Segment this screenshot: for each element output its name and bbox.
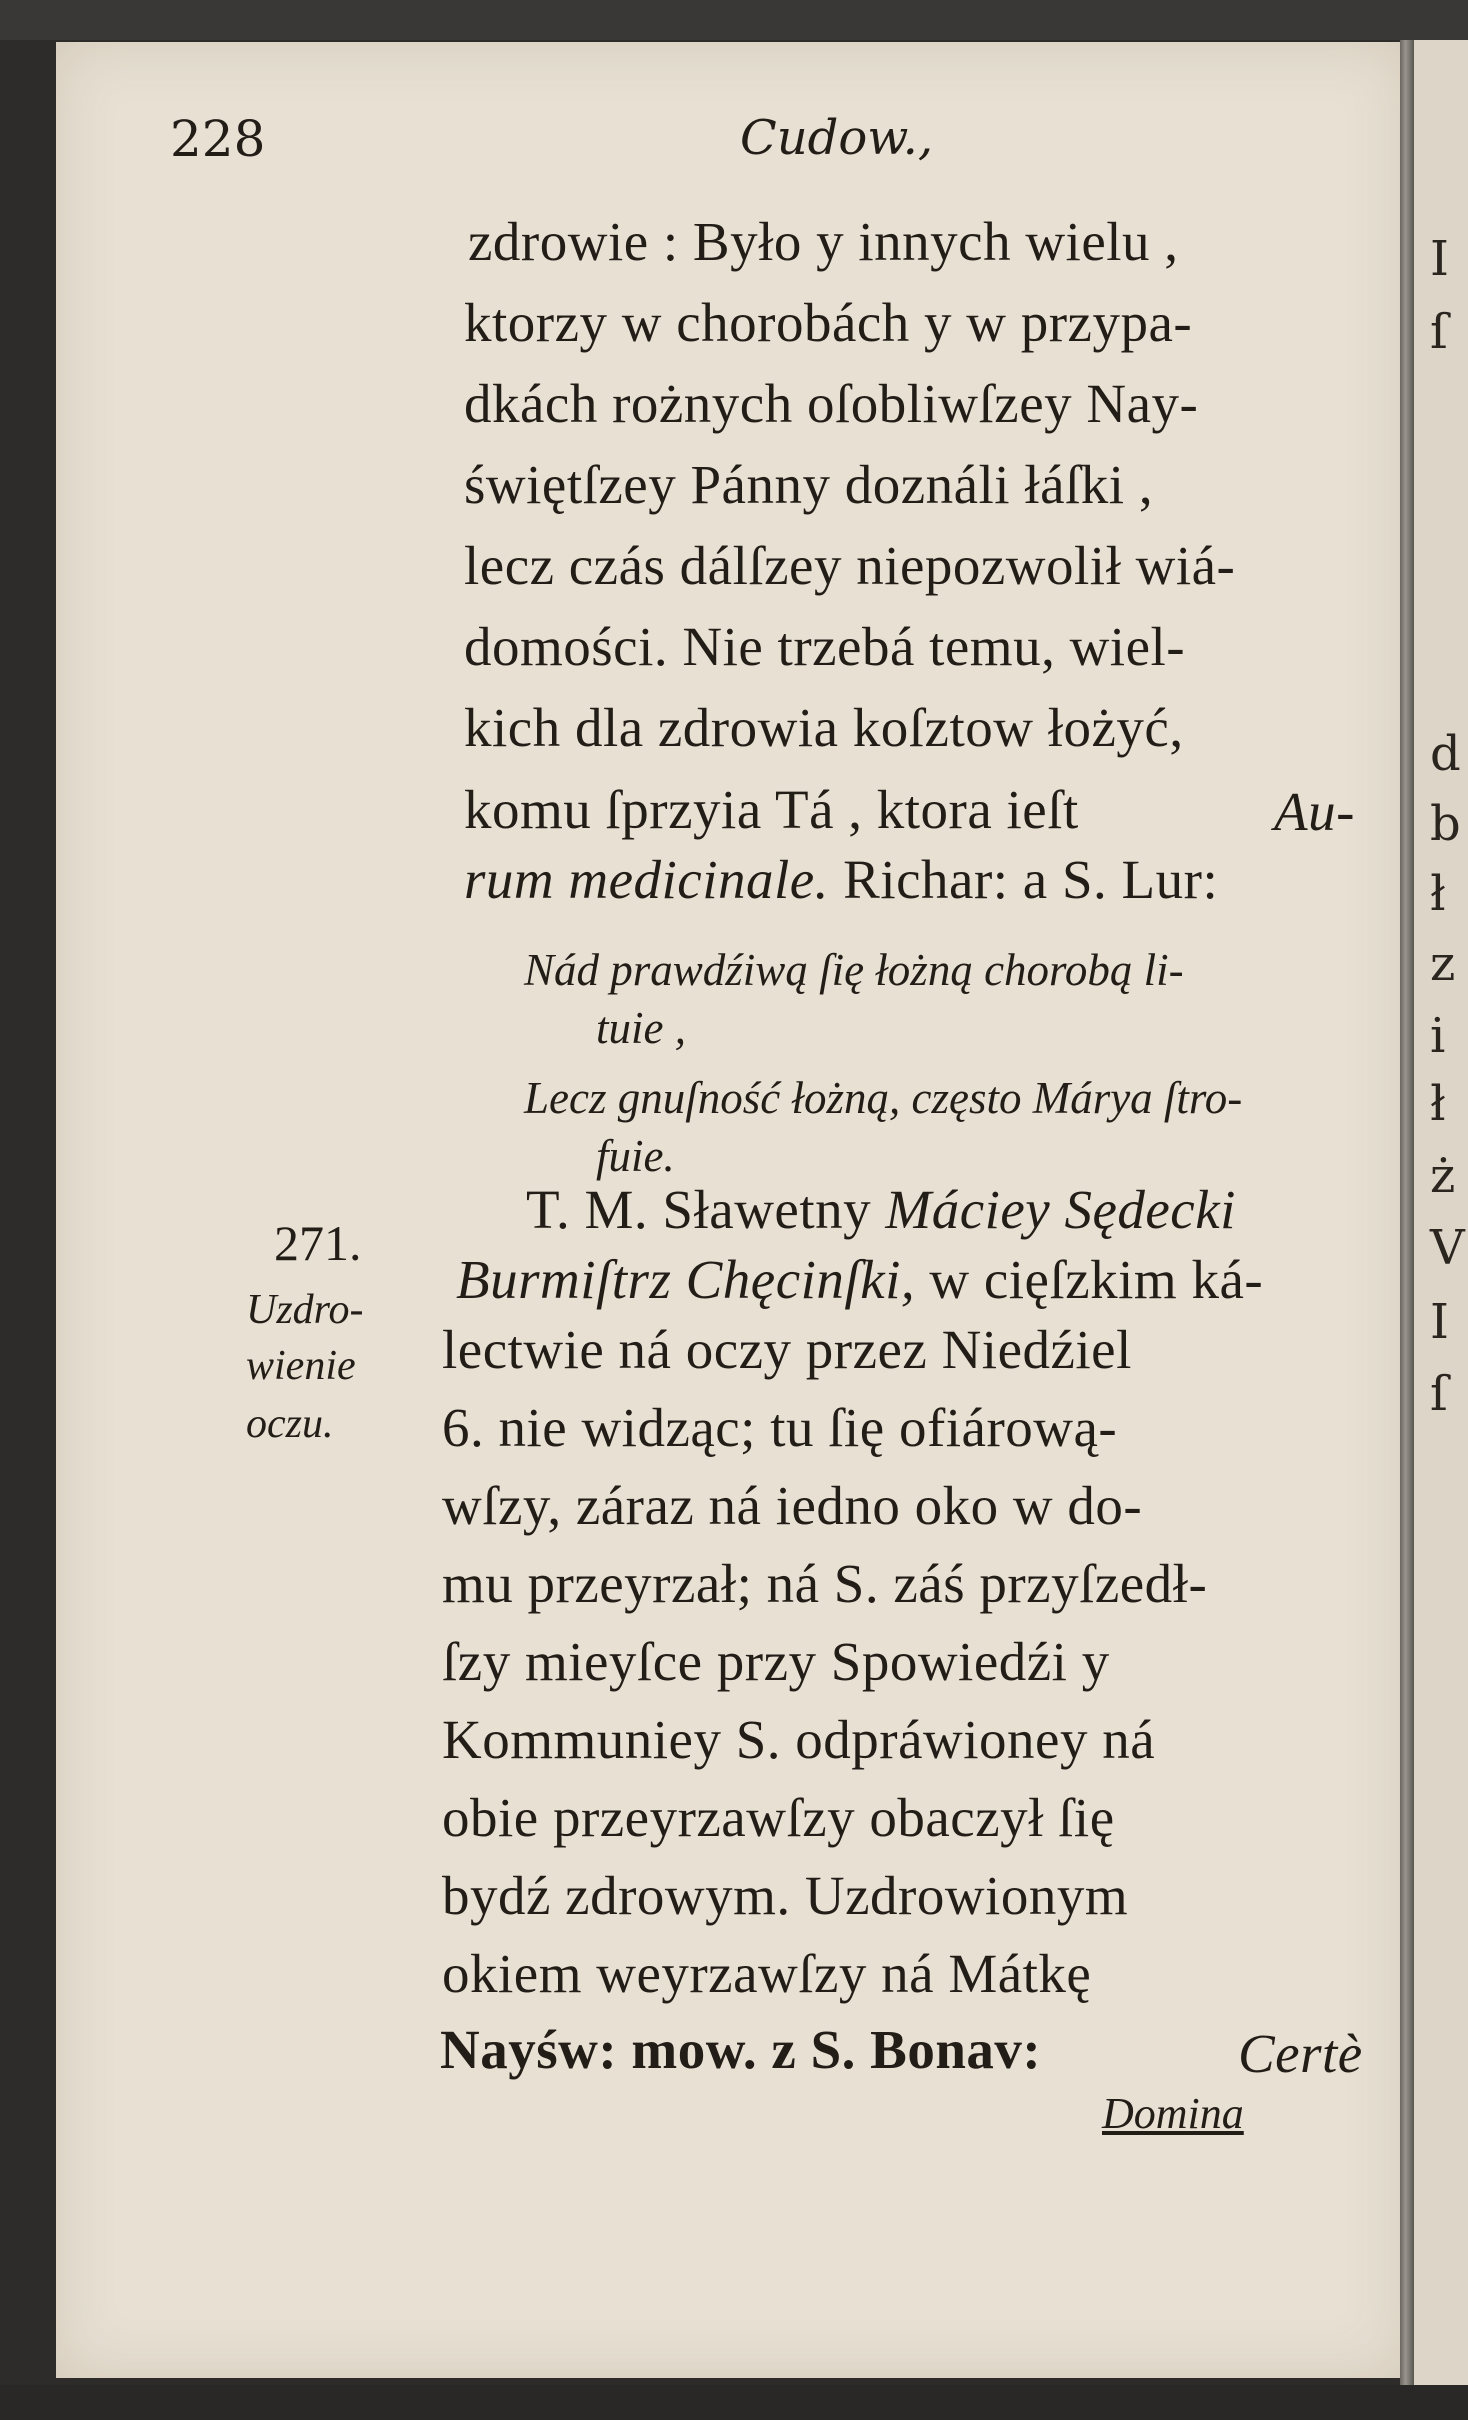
- para2-line-1-roman: T. M. Sławetny: [526, 1179, 886, 1240]
- scan-background-bottom: [0, 2385, 1468, 2420]
- book-spine: [1400, 40, 1414, 2390]
- verse-line-3: Lecz gnuſność łożną, często Márya ſtro-: [524, 1073, 1243, 1123]
- body-line-4: świętſzey Pánny doználi łáſki ,: [464, 454, 1154, 515]
- last-line-roman: Nayśw: mow. z S. Bonav:: [440, 2019, 1042, 2080]
- para2-body-line-8: bydź zdrowym. Uzdrowionym: [442, 1865, 1129, 1926]
- body-line-5: lecz czás dálſzey niepozwolił wiá-: [464, 535, 1236, 596]
- verse-line-1: Nád prawdźiwą ſię łożną chorobą li-: [524, 945, 1184, 995]
- facing-page-letter: ż: [1430, 1148, 1456, 1204]
- para2-line-1-italic: Máciey Sędecki: [885, 1179, 1236, 1240]
- para2-body-line-9: okiem weyrzawſzy ná Mátkę: [442, 1943, 1092, 2004]
- facing-page-letter: ł: [1430, 1076, 1446, 1132]
- facing-page-letter: I: [1430, 231, 1449, 287]
- facing-page-letter: ſ: [1430, 304, 1448, 360]
- facing-page-letter: ł: [1430, 866, 1446, 922]
- margin-note-line-2: wienie: [246, 1343, 356, 1389]
- para2-body-line-2: 6. nie widząc; tu ſię ofiárową-: [442, 1397, 1118, 1458]
- book-page: [56, 42, 1406, 2378]
- facing-page-letter: V: [1430, 1220, 1465, 1276]
- catchword: Domina: [1102, 2089, 1244, 2138]
- para2-line-2-roman: w cięſzkim ká-: [915, 1249, 1264, 1310]
- body-line-9: [464, 848, 1218, 911]
- para2-line-2: [456, 1248, 1263, 1311]
- para2-body-line-4: mu przeyrzał; ná S. záś przyſzedł-: [442, 1553, 1208, 1614]
- facing-page-edge: [1414, 40, 1468, 2390]
- facing-page-letter: d: [1430, 726, 1461, 782]
- margin-number: 271.: [274, 1215, 362, 1271]
- para2-body-line-6: Kommuniey S. odpráwioney ná: [442, 1709, 1156, 1770]
- margin-note-line-3: oczu.: [246, 1401, 334, 1447]
- para2-body-line-3: wſzy, záraz ná iedno oko w do-: [442, 1475, 1143, 1536]
- facing-page-letter: i: [1430, 1008, 1446, 1064]
- body-line-3: dkách rożnych oſobliwſzey Nay-: [464, 373, 1199, 434]
- para2-body-line-1: lectwie ná oczy przez Niedźiel: [442, 1319, 1132, 1380]
- body-line-8-end: [464, 778, 1079, 841]
- para2-body-line-7: obie przeyrzawſzy obaczył ſię: [442, 1787, 1115, 1848]
- facing-page-letter: I: [1430, 1294, 1449, 1350]
- running-head: Cudow.,: [740, 110, 934, 166]
- scan-background-top: [0, 0, 1468, 40]
- body-line-6: domości. Nie trzebá temu, wiel-: [464, 616, 1186, 677]
- body-line-2: ktorzy w chorobách y w przypa-: [464, 292, 1193, 353]
- verse-line-4: fuie.: [596, 1131, 675, 1181]
- para2-last-line: [440, 2018, 1041, 2081]
- para2-line-1: [526, 1178, 1236, 1241]
- rum-medicinale: rum medicinale.: [464, 849, 829, 910]
- body-line-1: zdrowie : Było y innych wielu ,: [468, 211, 1179, 272]
- verse-line-2: tuie ,: [596, 1003, 686, 1053]
- body-line-7: kich dla zdrowia koſztow łożyć,: [464, 697, 1184, 758]
- body-line-8-text: komu ſprzyia Tá , ktora ieſt: [464, 779, 1079, 840]
- aurum-italic: Au-: [1274, 781, 1355, 842]
- facing-page-letter: z: [1430, 936, 1456, 992]
- certe-italic: Certè: [1238, 2023, 1363, 2084]
- margin-note-line-1: Uzdro-: [246, 1287, 364, 1333]
- facing-page-letter: b: [1430, 796, 1461, 852]
- richar-reference: Richar: a S. Lur:: [828, 849, 1219, 910]
- para2-line-2-italic: Burmiſtrz Chęcinſki,: [456, 1249, 916, 1310]
- facing-page-letter: ſ: [1430, 1366, 1448, 1422]
- para2-body-line-5: ſzy mieyſce przy Spowiedźi y: [442, 1631, 1110, 1692]
- page-number: 228: [170, 110, 266, 168]
